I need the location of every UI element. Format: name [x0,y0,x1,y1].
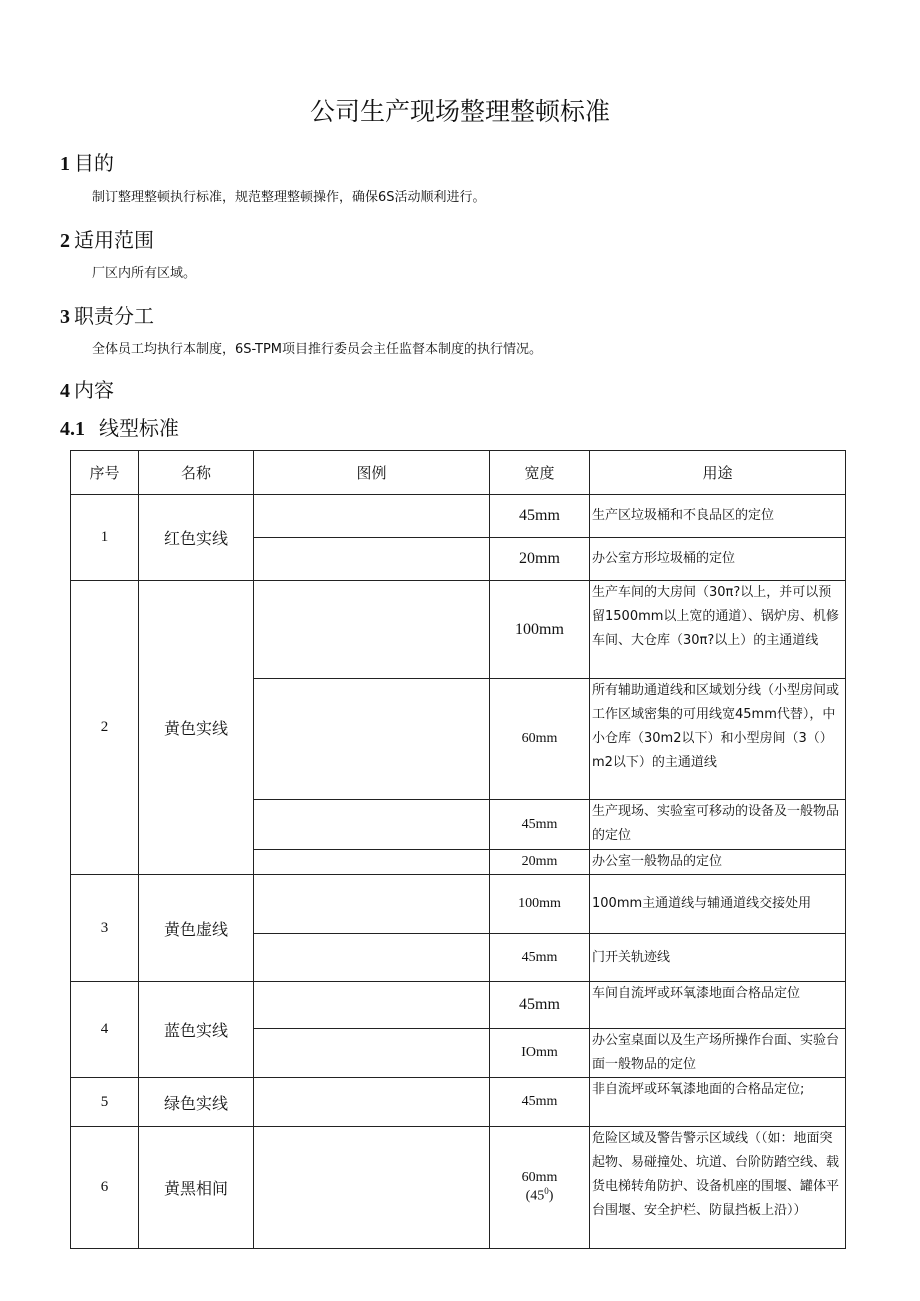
legend-cell [254,875,490,934]
row-name: 红色实线 [139,495,254,581]
page-title: 公司生产现场整理整顿标准 [309,97,610,126]
width-note-sup: 0 [544,1186,549,1197]
row-use: 办公室一般物品的定位 [590,850,846,875]
row-width: IOmm [490,1029,590,1078]
line-standard-table [70,450,846,1249]
row-use: 门开关轨迹线 [590,934,846,982]
row-use: 非自流坪或环氧漆地面的合格品定位; [590,1078,846,1127]
row-seq: 6 [71,1127,139,1249]
row-use: 100mm主通道线与辅通道线交接处用 [590,875,846,934]
row-name: 蓝色实线 [139,982,254,1078]
section-title: 内容 [74,378,114,402]
section-number: 4.1 [60,418,85,440]
legend-cell [254,934,490,982]
legend-cell [254,1078,490,1127]
row-seq: 2 [71,581,139,875]
table-header-row [71,451,846,495]
section-heading-content [60,374,114,403]
header-name: 名称 [139,451,254,495]
row-seq: 5 [71,1078,139,1127]
section-number: 4 [60,380,70,402]
section-text-duties: 全体员工均执行本制度，6S-TPM项目推行委员会主任监督本制度的执行情况。 [92,342,543,357]
table-row [71,1078,846,1127]
table-row [71,982,846,1029]
table-row [71,581,846,679]
row-use: 所有辅助通道线和区域划分线（小型房间或工作区域密集的可用线宽45mm代替），中小仓库（30m2以下）和小型房间（3（）m2以下）的主通道线 [590,679,846,800]
row-use: 办公室方形垃圾桶的定位 [590,538,846,581]
header-legend: 图例 [254,451,490,495]
table-row [71,495,846,538]
row-width: 45mm [490,934,590,982]
header-seq: 序号 [71,451,139,495]
legend-cell [254,1127,490,1249]
legend-cell [254,679,490,800]
table-row [71,1127,846,1249]
row-seq: 1 [71,495,139,581]
section-heading-line-standard [60,412,179,441]
section-title: 线型标准 [99,416,179,440]
section-text-purpose: 制订整理整顿执行标准，规范整理整顿操作，确保6S活动顺利进行。 [92,190,486,205]
section-title: 适用范围 [74,228,154,252]
row-width: 45mm [490,495,590,538]
row-name: 绿色实线 [139,1078,254,1127]
row-name: 黄色虚线 [139,875,254,982]
row-name: 黄色实线 [139,581,254,875]
row-width-note [490,1186,589,1205]
section-text-scope: 厂区内所有区域。 [92,266,197,281]
legend-cell [254,982,490,1029]
row-use: 生产区垃圾桶和不良品区的定位 [590,495,846,538]
section-heading-purpose [60,147,114,176]
row-use: 生产车间的大房间（30π?以上，并可以预留1500mm以上宽的通道）、锅炉房、机修车间、大仓库（30π?以上）的主通道线 [590,581,846,679]
section-heading-scope [60,224,154,253]
row-width: 60mm [490,679,590,800]
row-width: 20mm [490,850,590,875]
row-width: 45mm [490,800,590,850]
row-use: 危险区域及警告警示区域线（（如：地面突起物、易碰撞处、坑道、台阶防踏空线、载货电梯转角防护、设备机座的围堰、罐体平台围堰、安全护栏、防鼠挡板上沿）） [590,1127,846,1249]
section-title: 目的 [74,151,114,175]
legend-cell [254,495,490,538]
row-seq: 3 [71,875,139,982]
legend-cell [254,850,490,875]
table-row [71,875,846,934]
header-use: 用途 [590,451,846,495]
width-note-end: ) [548,1188,554,1204]
row-width: 60mm [521,1170,558,1186]
legend-cell [254,1029,490,1078]
row-width-cell [490,1127,590,1249]
section-number: 1 [60,153,70,175]
width-note-base: (45 [525,1188,545,1204]
row-width: 45mm [490,982,590,1029]
row-use: 生产现场、实验室可移动的设备及一般物品的定位 [590,800,846,850]
row-width: 100mm [490,875,590,934]
row-width: 45mm [490,1078,590,1127]
section-number: 2 [60,230,70,252]
row-use: 办公室桌面以及生产场所操作台面、实验台面一般物品的定位 [590,1029,846,1078]
section-number: 3 [60,306,70,328]
row-name: 黄黑相间 [139,1127,254,1249]
row-seq: 4 [71,982,139,1078]
legend-cell [254,800,490,850]
section-title: 职责分工 [74,304,154,328]
legend-cell [254,538,490,581]
row-width: 100mm [490,581,590,679]
section-heading-duties [60,300,154,329]
header-width: 宽度 [490,451,590,495]
legend-cell [254,581,490,679]
row-use: 车间自流坪或环氧漆地面合格品定位 [590,982,846,1029]
row-width: 20mm [490,538,590,581]
